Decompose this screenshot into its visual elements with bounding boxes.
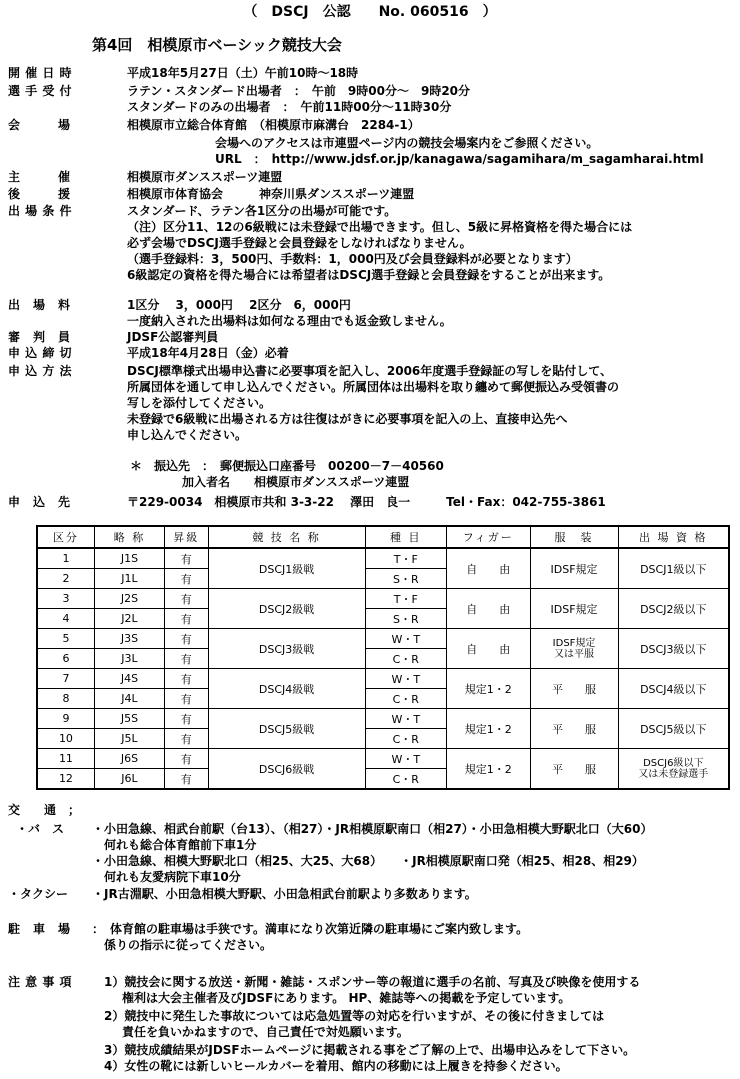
row-label: 会 場 (8, 118, 71, 132)
qualification-line: DSCJ3級以下 (640, 642, 707, 656)
column-header: 昇級 (165, 526, 208, 548)
cell-division: 6 (37, 649, 94, 669)
cell-dance: S・R (365, 569, 446, 589)
row-label: 審 判 員 (8, 330, 71, 344)
column-header: 競 技 名 称 (208, 526, 365, 548)
cell-division: 8 (37, 689, 94, 709)
parking-line: 係りの指示に従ってください。 (104, 938, 273, 952)
column-header: 出 場 資 格 (618, 526, 729, 548)
cell-code: J3S (94, 629, 164, 649)
cell-qualification (618, 589, 729, 629)
column-header: 区分 (37, 526, 94, 548)
cell-promotion: 有 (165, 689, 208, 709)
row-label: 申 込 方 法 (8, 364, 73, 378)
cell-dance: S・R (365, 609, 446, 629)
cell-promotion: 有 (165, 709, 208, 729)
row-value-line: ラテン・スタンダード出場者 ： 午前 9時00分～ 9時20分 (127, 84, 471, 98)
cell-figure: 規定1・2 (446, 709, 530, 749)
cell-figure: 自 由 (446, 629, 530, 669)
cell-promotion: 有 (165, 669, 208, 689)
cell-division: 9 (37, 709, 94, 729)
bus-label: ・バ ス (16, 822, 65, 836)
cell-dress (530, 589, 618, 629)
dress-line: 平 服 (552, 762, 597, 776)
row-value-line: URL ： http://www.jdsf.or.jp/kanagawa/sagamihara/m_sagamharai.html (215, 152, 704, 166)
row-value-line: スタンダードのみの出場者 ： 午前11時00分～11時30分 (127, 100, 452, 114)
table-header-row (37, 526, 729, 548)
table-row (37, 629, 729, 649)
bus-route-line: 何れも友愛病院下車10分 (104, 870, 241, 884)
cell-dance: C・R (365, 649, 446, 669)
cell-qualification (618, 548, 729, 589)
row-value-line: 一度納入された出場料は如何なる理由でも返金致しません。 (127, 314, 452, 328)
dress-line: IDSF規定 (552, 637, 596, 649)
entries-table (36, 525, 730, 790)
cell-code: J5S (94, 709, 164, 729)
column-header: 種 目 (365, 526, 446, 548)
row-value-line: 相模原市ダンススポーツ連盟 (127, 170, 283, 184)
parking-line: ： 体育館の駐車場は手狭です。満車になり次第近隣の駐車場にご案内致します。 (92, 922, 529, 936)
cell-qualification (618, 749, 729, 790)
dress-line: IDSF規定 (550, 562, 598, 576)
row-value-line: DSCJ標準様式出場申込書に必要事項を記入し、2006年度選手登録証の写しを貼付して、 (127, 364, 613, 378)
cell-event-name: DSCJ4級戦 (208, 669, 365, 709)
sanction-header: （ DSCJ 公認 No. 060516 ） (243, 4, 497, 20)
parking-label: 駐 車 場 (8, 922, 71, 936)
cell-event-name: DSCJ2級戦 (208, 589, 365, 629)
cell-qualification (618, 709, 729, 749)
cell-dress (530, 548, 618, 589)
cell-dance: T・F (365, 589, 446, 609)
row-value-line: 加入者名 相模原市ダンススポーツ連盟 (182, 475, 410, 489)
cell-division: 1 (37, 548, 94, 569)
row-label: 申 込 締 切 (8, 346, 73, 360)
taxi-line: ・JR古淵駅、小田急相模大野駅、小田急相武台前駅より多数あります。 (92, 887, 477, 901)
cell-division: 12 (37, 769, 94, 790)
cell-dance: W・T (365, 629, 446, 649)
dress-line: 又は平服 (554, 648, 595, 660)
cell-qualification (618, 669, 729, 709)
cell-figure: 規定1・2 (446, 669, 530, 709)
note-line: 4）女性の靴には新しいヒールカバーを着用、館内の移動には上履きを持参ください。 (104, 1059, 568, 1073)
cell-dress (530, 709, 618, 749)
note-line: 権利は大会主催者及びJDSFにあります。 HP、雑誌等への掲載を予定しています。 (122, 991, 571, 1005)
cell-division: 11 (37, 749, 94, 769)
row-label: 申 込 先 (8, 495, 71, 509)
cell-code: J3L (94, 649, 164, 669)
row-label: 主 催 (8, 170, 71, 184)
page-title: 第4回 相模原市ベーシック競技大会 (92, 36, 342, 54)
cell-code: J6S (94, 749, 164, 769)
cell-promotion: 有 (165, 629, 208, 649)
cell-promotion: 有 (165, 649, 208, 669)
cell-dance: C・R (365, 729, 446, 749)
column-header: 服 装 (530, 526, 618, 548)
cell-event-name: DSCJ6級戦 (208, 749, 365, 790)
cell-division: 10 (37, 729, 94, 749)
bus-route-line: ・小田急線、相模大野駅北口（相25、大25、大68） ・JR相模原駅南口発（相25、相28、相29） (92, 854, 644, 868)
cell-dance: C・R (365, 689, 446, 709)
transport-label: 交 通 ； (8, 803, 81, 817)
cell-code: J4L (94, 689, 164, 709)
taxi-label: ・タクシー (8, 887, 69, 901)
cell-code: J1L (94, 569, 164, 589)
qualification-line: DSCJ6級以下 (643, 757, 704, 769)
cell-division: 7 (37, 669, 94, 689)
cell-dress (530, 629, 618, 669)
row-value-line: （選手登録料：3，500円、手数料：1，000円及び会員登録料が必要となります） (127, 252, 578, 266)
row-value-line: ＊ 振込先 ： 郵便振込口座番号 00200－7－40560 (130, 459, 444, 473)
table-row (37, 709, 729, 729)
row-value-line: 平成18年5月27日（土）午前10時～18時 (127, 66, 359, 80)
cell-dress (530, 669, 618, 709)
bus-route-line: ・小田急線、相武台前駅（台13）、（相27）・JR相模原駅南口（相27）・小田急相模大野駅北口（大60） (92, 822, 653, 836)
row-value-line: 申し込んでください。 (127, 428, 248, 442)
cell-promotion: 有 (165, 569, 208, 589)
row-value-line: 平成18年4月28日（金）必着 (127, 346, 289, 360)
qualification-line: DSCJ4級以下 (640, 682, 707, 696)
cell-division: 2 (37, 569, 94, 589)
row-label: 出 場 条 件 (8, 204, 73, 218)
row-value-line: 会場へのアクセスは市連盟ページ内の競技会場案内をご参照ください。 (215, 136, 599, 150)
cell-promotion: 有 (165, 769, 208, 790)
cell-division: 4 (37, 609, 94, 629)
table-row (37, 589, 729, 609)
row-label: 選 手 受 付 (8, 84, 73, 98)
row-label: 後 援 (8, 187, 71, 201)
cell-code: J6L (94, 769, 164, 790)
cell-dance: W・T (365, 709, 446, 729)
cell-event-name: DSCJ1級戦 (208, 548, 365, 589)
cell-promotion: 有 (165, 609, 208, 629)
cell-dance: W・T (365, 749, 446, 769)
row-value-line: 6級認定の資格を得た場合には希望者はDSCJ選手登録と会員登録をすることが出来ます。 (127, 268, 611, 282)
cell-division: 3 (37, 589, 94, 609)
row-value-line: 〒229-0034 相模原市共和 3-3-22 澤田 良一 Tel・Fax：042-755-3861 (127, 495, 606, 509)
cell-event-name: DSCJ3級戦 (208, 629, 365, 669)
dress-line: IDSF規定 (550, 602, 598, 616)
row-value-line: 未登録で6級戦に出場される方は往復はがきに必要事項を記入の上、直接申込先へ (127, 412, 568, 426)
qualification-line: 又は未登録選手 (638, 768, 709, 780)
qualification-line: DSCJ5級以下 (640, 722, 707, 736)
cell-code: J2L (94, 609, 164, 629)
column-header: 略 称 (94, 526, 164, 548)
row-value-line: スタンダード、ラテン各1区分の出場が可能です。 (127, 204, 397, 218)
cell-promotion: 有 (165, 589, 208, 609)
notes-label: 注 意 事 項 (8, 975, 73, 989)
cell-dance: C・R (365, 769, 446, 790)
qualification-line: DSCJ1級以下 (640, 562, 707, 576)
cell-figure: 自 由 (446, 589, 530, 629)
row-value-line: JDSF公認審判員 (127, 330, 219, 344)
table-row (37, 548, 729, 569)
row-value-line: 所属団体を通して申し込んでください。所属団体は出場料を取り纏めて郵便振込み受領書の (127, 380, 620, 394)
qualification-line: DSCJ2級以下 (640, 602, 707, 616)
dress-line: 平 服 (552, 722, 597, 736)
cell-code: J5L (94, 729, 164, 749)
cell-dance: T・F (365, 548, 446, 569)
dress-line: 平 服 (552, 682, 597, 696)
bus-route-line: 何れも総合体育館前下車1分 (104, 838, 257, 852)
cell-code: J4S (94, 669, 164, 689)
cell-dance: W・T (365, 669, 446, 689)
row-value-line: （注）区分11、12の6級戦には未登録で出場できます。但し、5級に昇格資格を得た場合には (127, 220, 633, 234)
cell-figure: 規定1・2 (446, 749, 530, 790)
cell-dress (530, 749, 618, 790)
note-line: 2）競技中に発生した事故については応急処置等の対応を行いますが、その後に付きましては (104, 1009, 605, 1023)
row-label: 出 場 料 (8, 298, 71, 312)
table-row (37, 669, 729, 689)
row-value-line: 必ず会場でDSCJ選手登録と会員登録をしなければなりません。 (127, 236, 472, 250)
cell-division: 5 (37, 629, 94, 649)
cell-event-name: DSCJ5級戦 (208, 709, 365, 749)
row-label: 開 催 日 時 (8, 66, 73, 80)
row-value-line: 相模原市体育協会 神奈川県ダンススポーツ連盟 (127, 187, 415, 201)
cell-qualification (618, 629, 729, 669)
cell-code: J1S (94, 548, 164, 569)
cell-promotion: 有 (165, 749, 208, 769)
table-row (37, 749, 729, 769)
row-value-line: 相模原市立総合体育館 （相模原市麻溝台 2284-1） (127, 118, 420, 132)
column-header: フィガー (446, 526, 530, 548)
note-line: 1）競技会に関する放送・新聞・雑誌・スポンサー等の報道に選手の名前、写真及び映像を使用する (104, 975, 641, 989)
row-value-line: 写しを添付してください。 (127, 396, 272, 410)
cell-promotion: 有 (165, 548, 208, 569)
note-line: 3）競技成績結果がJDSFホームページに掲載される事をご了解の上で、出場申込みをして下さい。 (104, 1043, 636, 1057)
cell-promotion: 有 (165, 729, 208, 749)
row-value-line: 1区分 3，000円 2区分 6，000円 (127, 298, 351, 312)
cell-code: J2S (94, 589, 164, 609)
note-line: 責任を負いかねますので、自己責任で対処願います。 (122, 1025, 409, 1039)
cell-figure: 自 由 (446, 548, 530, 589)
